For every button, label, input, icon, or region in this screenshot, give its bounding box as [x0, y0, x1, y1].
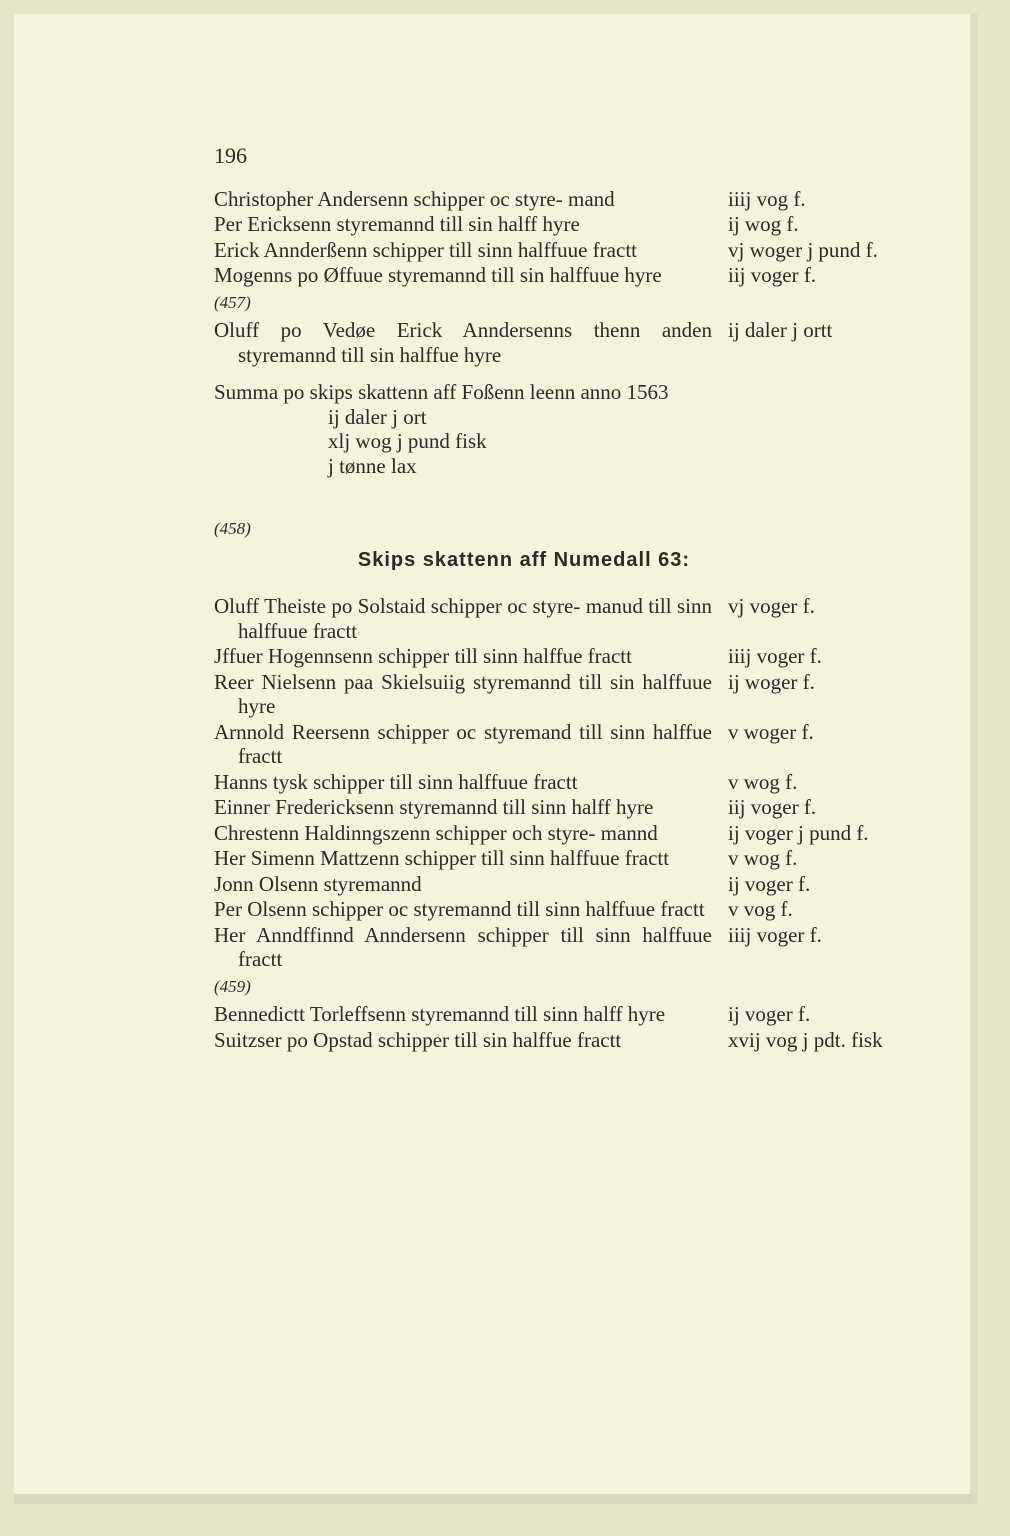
list-item — [214, 318, 934, 367]
entry-name: Per Olsenn schipper oc styremannd till sinn halffuue fractt — [214, 897, 705, 921]
list-item — [214, 821, 934, 846]
entry-name: Per Ericksenn styremannd till sin halff hyre — [214, 212, 580, 236]
entry-amount: vj woger j pund f. — [728, 237, 878, 262]
list-item — [214, 720, 934, 769]
entry-name: Jonn Olsenn styremannd — [214, 871, 422, 896]
entry-amount: iij voger f. — [728, 263, 817, 287]
list-item — [214, 238, 934, 263]
entries-list-1 — [214, 187, 934, 288]
list-item — [214, 795, 934, 820]
list-item — [214, 846, 934, 871]
entry-name: Christopher Andersenn schipper oc styre- mand — [214, 186, 615, 211]
entry-name: Oluff po Vedøe Erick Anndersenns thenn anden styremannd till sin halffue hyre — [214, 318, 712, 367]
entry-name: Hanns tysk schipper till sinn halffuue fractt — [214, 769, 578, 794]
folio-marker: (458) — [214, 519, 251, 538]
entry-amount: v vog f. — [728, 897, 793, 921]
entry-amount: iiij voger f. — [728, 922, 822, 947]
entry-name: Arnnold Reersenn schipper oc styremand till sinn halffue fractt — [214, 719, 712, 768]
entry-amount: ij voger f. — [728, 1002, 811, 1026]
page-content — [214, 144, 934, 1053]
entry-amount: ij woger f. — [728, 669, 815, 694]
summa-item: j tønne lax — [328, 453, 417, 478]
entry-name: Reer Nielsenn paa Skielsuiig styremannd till sin halffuue hyre — [214, 669, 712, 718]
entry-name: Erick Annderßenn schipper till sinn halffuue fractt — [214, 237, 637, 262]
list-item — [214, 212, 934, 237]
list-item — [214, 670, 934, 719]
list-item — [214, 1028, 934, 1053]
list-item — [214, 872, 934, 897]
entry-name: Her Simenn Mattzenn schipper till sinn halffuue fractt — [214, 846, 670, 870]
list-item — [214, 187, 934, 212]
entry-name: Mogenns po Øffuue styremannd till sin halffuue hyre — [214, 263, 662, 287]
list-item — [214, 770, 934, 795]
entries-list-2 — [214, 594, 934, 972]
list-item — [214, 923, 934, 972]
section-heading: Skips skattenn aff Numedall 63: — [357, 548, 691, 571]
list-item — [214, 594, 934, 643]
summa-line: Summa po skips skattenn aff Foßenn leenn anno 1563 — [214, 380, 669, 404]
summa-item: ij daler j ort — [328, 404, 427, 429]
entry-name: Her Anndffinnd Anndersenn schipper till sinn halffuue fractt — [214, 922, 712, 971]
entry-name: Suitzser po Opstad schipper till sin halffue fractt — [214, 1027, 622, 1052]
folio-marker: (457) — [214, 292, 251, 312]
entry-amount: ij daler j ortt — [728, 318, 833, 342]
folio-marker: (459) — [214, 976, 251, 996]
entry-amount: iiij vog f. — [728, 186, 806, 211]
page-number: 196 — [214, 143, 247, 168]
entry-amount: v woger f. — [728, 719, 814, 744]
entry-amount: ij voger j pund f. — [728, 820, 869, 845]
entry-name: Chrestenn Haldinngszenn schipper och styre- mannd — [214, 820, 658, 845]
entry-amount: v wog f. — [728, 846, 798, 870]
entry-amount: v wog f. — [728, 769, 798, 794]
summa-item: xlj wog j pund fisk — [328, 429, 487, 453]
page — [14, 14, 978, 1504]
list-item — [214, 644, 934, 669]
list-item — [214, 263, 934, 288]
list-item — [214, 897, 934, 922]
entry-amount: xvij vog j pdt. fisk — [728, 1027, 883, 1052]
list-item — [214, 1002, 934, 1027]
entry-amount: iiij voger f. — [728, 644, 822, 668]
entry-amount: ij wog f. — [728, 212, 799, 236]
entry-name: Einner Fredericksenn styremannd till sinn halff hyre — [214, 795, 654, 819]
entry-amount: iij voger f. — [728, 795, 817, 819]
entry-amount: vj voger f. — [728, 594, 815, 618]
entry-name: Oluff Theiste po Solstaid schipper oc styre- manud till sinn halffuue fractt — [214, 594, 712, 643]
entry-name: Bennedictt Torleffsenn styremannd till sinn halff hyre — [214, 1002, 666, 1026]
entry-amount: ij voger f. — [728, 871, 811, 896]
entry-name: Jffuer Hogennsenn schipper till sinn halffue fractt — [214, 644, 632, 668]
